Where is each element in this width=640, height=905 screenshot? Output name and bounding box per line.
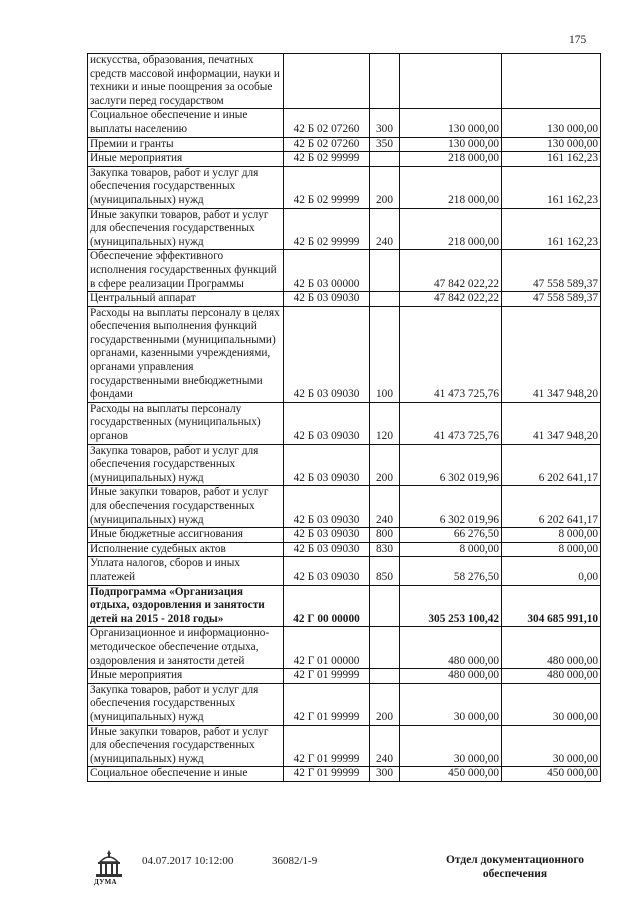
table-row: [88, 585, 601, 627]
row-type-cell: 240: [370, 486, 400, 528]
row-type-cell: [370, 152, 400, 167]
row-name-cell: Иные бюджетные ассигнования: [88, 528, 284, 543]
row-name-cell: Закупка товаров, работ и услуг для обеспечения государственных (муниципальных) нужд: [88, 444, 284, 486]
row-code-cell: 42 Б 03 09030: [284, 292, 370, 307]
row-amount-plan-cell: 218 000,00: [400, 166, 502, 208]
row-type-cell: [370, 585, 400, 627]
logo-text: ДУМА: [94, 878, 117, 886]
row-amount-plan-cell: 8 000,00: [400, 542, 502, 557]
budget-table: [87, 53, 601, 782]
row-name-cell: Иные закупки товаров, работ и услуг для обеспечения государственных (муниципальных) нужд: [88, 486, 284, 528]
row-type-cell: 200: [370, 683, 400, 725]
row-code-cell: 42 Б 03 09030: [284, 306, 370, 402]
table-row: [88, 444, 601, 486]
table-row: [88, 627, 601, 669]
row-amount-plan-cell: 130 000,00: [400, 137, 502, 152]
row-code-cell: 42 Г 01 99999: [284, 767, 370, 782]
row-amount-plan-cell: 41 473 725,76: [400, 402, 502, 444]
row-amount-exec-cell: 161 162,23: [502, 208, 601, 250]
table-row: [88, 208, 601, 250]
row-type-cell: 350: [370, 137, 400, 152]
row-amount-exec-cell: 8 000,00: [502, 528, 601, 543]
row-type-cell: [370, 54, 400, 109]
row-amount-plan-cell: 480 000,00: [400, 669, 502, 684]
row-type-cell: 830: [370, 542, 400, 557]
table-row: [88, 528, 601, 543]
row-amount-exec-cell: 161 162,23: [502, 152, 601, 167]
table-row: [88, 250, 601, 292]
row-amount-plan-cell: 30 000,00: [400, 683, 502, 725]
row-type-cell: 300: [370, 109, 400, 137]
row-type-cell: [370, 292, 400, 307]
row-amount-exec-cell: 6 202 641,17: [502, 444, 601, 486]
table-row: [88, 152, 601, 167]
row-name-cell: Иные мероприятия: [88, 152, 284, 167]
row-amount-exec-cell: 130 000,00: [502, 109, 601, 137]
row-code-cell: 42 Б 03 09030: [284, 444, 370, 486]
row-name-cell: Иные мероприятия: [88, 669, 284, 684]
row-name-cell: Закупка товаров, работ и услуг для обеспечения государственных (муниципальных) нужд: [88, 683, 284, 725]
row-amount-exec-cell: 161 162,23: [502, 166, 601, 208]
row-code-cell: 42 Б 02 99999: [284, 166, 370, 208]
row-name-cell: Обеспечение эффективного исполнения государственных функций в сфере реализации Программы: [88, 250, 284, 292]
row-amount-exec-cell: 41 347 948,20: [502, 402, 601, 444]
row-amount-plan-cell: 130 000,00: [400, 109, 502, 137]
row-amount-plan-cell: 305 253 100,42: [400, 585, 502, 627]
row-type-cell: [370, 669, 400, 684]
row-amount-exec-cell: 304 685 991,10: [502, 585, 601, 627]
table-row: [88, 725, 601, 767]
row-type-cell: [370, 627, 400, 669]
table-row: [88, 767, 601, 782]
row-amount-plan-cell: 47 842 022,22: [400, 292, 502, 307]
table-row: [88, 137, 601, 152]
footer-department: Отдел документационного обеспечения: [445, 854, 585, 880]
row-name-cell: Расходы на выплаты персоналу в целях обеспечения выполнения функций государственными (муниципальными) органами, казенными учреждениями, органами управления государственными внебюджетными фондами: [88, 306, 284, 402]
table-row: [88, 683, 601, 725]
row-amount-exec-cell: 480 000,00: [502, 669, 601, 684]
row-name-cell: Иные закупки товаров, работ и услуг для обеспечения государственных (муниципальных) нужд: [88, 208, 284, 250]
row-code-cell: 42 Г 01 99999: [284, 669, 370, 684]
page-number: 175: [569, 34, 587, 46]
table-row: [88, 166, 601, 208]
row-amount-plan-cell: 480 000,00: [400, 627, 502, 669]
row-code-cell: 42 Б 03 09030: [284, 542, 370, 557]
row-code-cell: 42 Г 01 99999: [284, 725, 370, 767]
table-row: [88, 542, 601, 557]
row-type-cell: 300: [370, 767, 400, 782]
row-amount-exec-cell: 30 000,00: [502, 725, 601, 767]
row-amount-plan-cell: 218 000,00: [400, 152, 502, 167]
row-amount-plan-cell: 6 302 019,96: [400, 444, 502, 486]
table-row: [88, 292, 601, 307]
row-amount-plan-cell: 47 842 022,22: [400, 250, 502, 292]
row-code-cell: 42 Б 02 07260: [284, 109, 370, 137]
row-amount-exec-cell: 41 347 948,20: [502, 306, 601, 402]
row-code-cell: 42 Б 03 00000: [284, 250, 370, 292]
row-amount-plan-cell: 6 302 019,96: [400, 486, 502, 528]
table-row: [88, 486, 601, 528]
row-name-cell: Организационное и информационно-методическое обеспечение отдыха, оздоровления и занятости детей: [88, 627, 284, 669]
row-code-cell: 42 Б 03 09030: [284, 557, 370, 585]
row-name-cell: Социальное обеспечение и иные выплаты населению: [88, 109, 284, 137]
row-code-cell: 42 Б 02 99999: [284, 208, 370, 250]
row-amount-plan-cell: 66 276,50: [400, 528, 502, 543]
row-code-cell: 42 Б 03 09030: [284, 528, 370, 543]
row-type-cell: 100: [370, 306, 400, 402]
row-amount-exec-cell: 450 000,00: [502, 767, 601, 782]
row-amount-exec-cell: [502, 54, 601, 109]
row-amount-plan-cell: 41 473 725,76: [400, 306, 502, 402]
row-name-cell: Центральный аппарат: [88, 292, 284, 307]
table-row: [88, 402, 601, 444]
table-row: [88, 669, 601, 684]
row-code-cell: 42 Б 03 09030: [284, 402, 370, 444]
table-row: [88, 109, 601, 137]
row-type-cell: 200: [370, 166, 400, 208]
row-code-cell: 42 Б 02 07260: [284, 137, 370, 152]
row-code-cell: 42 Б 02 99999: [284, 152, 370, 167]
row-code-cell: 42 Б 03 09030: [284, 486, 370, 528]
row-amount-plan-cell: [400, 54, 502, 109]
row-amount-plan-cell: 218 000,00: [400, 208, 502, 250]
row-name-cell: Исполнение судебных актов: [88, 542, 284, 557]
row-name-cell: Премии и гранты: [88, 137, 284, 152]
row-type-cell: [370, 250, 400, 292]
row-amount-exec-cell: 47 558 589,37: [502, 292, 601, 307]
row-name-cell: Расходы на выплаты персоналу государственных (муниципальных) органов: [88, 402, 284, 444]
row-type-cell: 240: [370, 725, 400, 767]
row-amount-exec-cell: 0,00: [502, 557, 601, 585]
table-row: [88, 306, 601, 402]
row-amount-plan-cell: 58 276,50: [400, 557, 502, 585]
row-type-cell: 850: [370, 557, 400, 585]
row-amount-exec-cell: 6 202 641,17: [502, 486, 601, 528]
row-code-cell: 42 Г 01 00000: [284, 627, 370, 669]
row-amount-exec-cell: 480 000,00: [502, 627, 601, 669]
row-name-cell: Подпрограмма «Организация отдыха, оздоровления и занятости детей на 2015 - 2018 годы»: [88, 585, 284, 627]
row-amount-plan-cell: 450 000,00: [400, 767, 502, 782]
row-amount-plan-cell: 30 000,00: [400, 725, 502, 767]
footer-doc-id: 36082/1-9: [272, 855, 318, 867]
row-name-cell: Уплата налогов, сборов и иных платежей: [88, 557, 284, 585]
row-name-cell: Иные закупки товаров, работ и услуг для обеспечения государственных (муниципальных) нужд: [88, 725, 284, 767]
row-amount-exec-cell: 47 558 589,37: [502, 250, 601, 292]
row-amount-exec-cell: 30 000,00: [502, 683, 601, 725]
row-name-cell: искусства, образования, печатных средств массовой информации, науки и техники и иные поощрения за особые заслуги перед государством: [88, 54, 284, 109]
row-code-cell: 42 Г 01 99999: [284, 683, 370, 725]
row-type-cell: 200: [370, 444, 400, 486]
row-name-cell: Закупка товаров, работ и услуг для обеспечения государственных (муниципальных) нужд: [88, 166, 284, 208]
row-code-cell: 42 Г 00 00000: [284, 585, 370, 627]
row-type-cell: 240: [370, 208, 400, 250]
table-row: [88, 557, 601, 585]
row-code-cell: [284, 54, 370, 109]
row-type-cell: 120: [370, 402, 400, 444]
row-amount-exec-cell: 130 000,00: [502, 137, 601, 152]
table-row: [88, 54, 601, 109]
row-name-cell: Социальное обеспечение и иные: [88, 767, 284, 782]
row-type-cell: 800: [370, 528, 400, 543]
footer-datetime: 04.07.2017 10:12:00: [142, 855, 234, 867]
row-amount-exec-cell: 8 000,00: [502, 542, 601, 557]
